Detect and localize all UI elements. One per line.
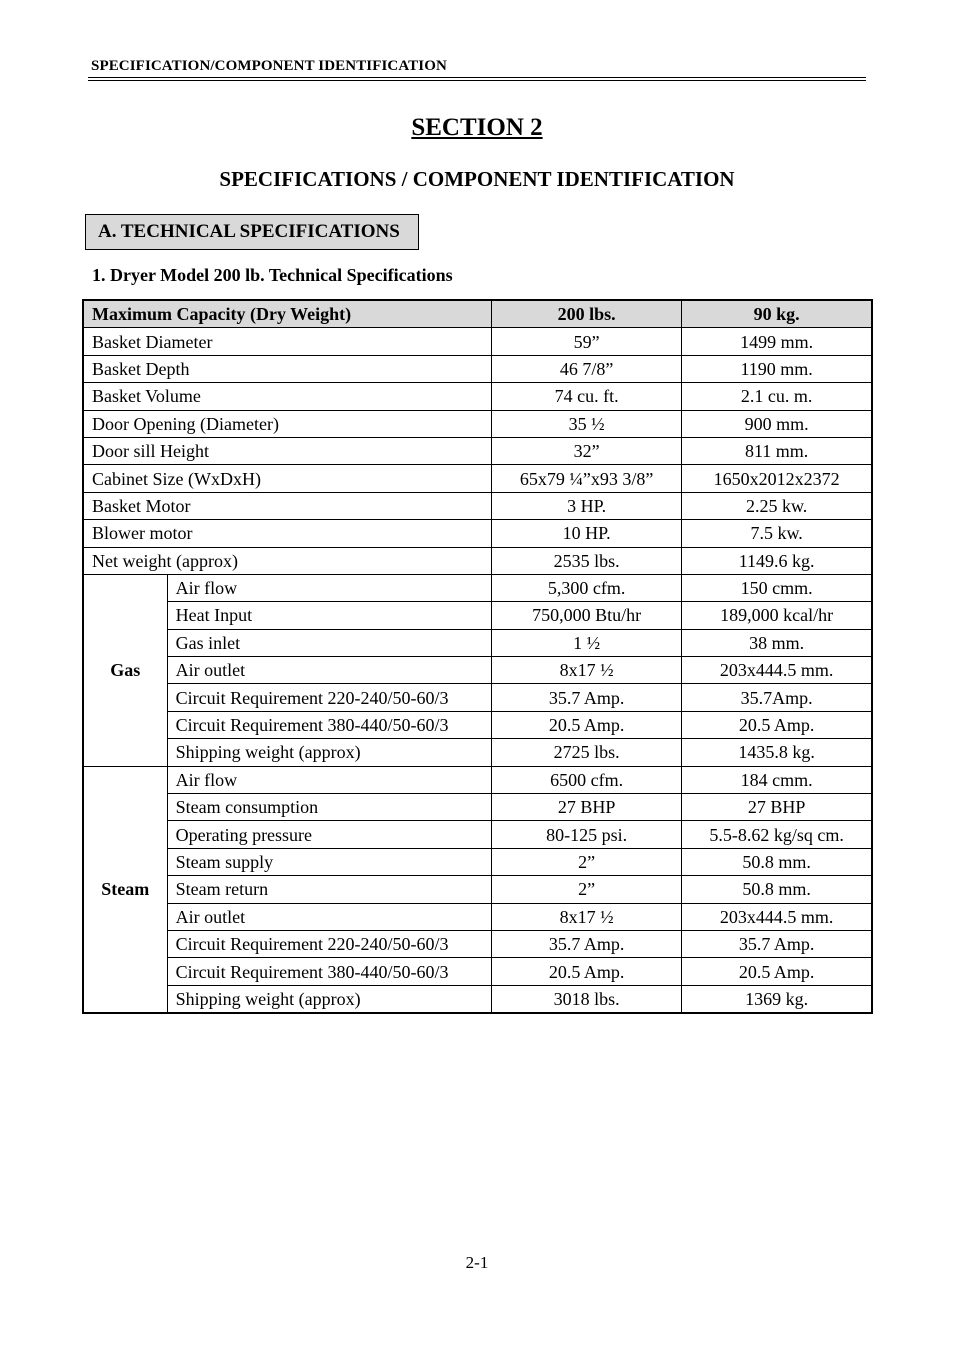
- row-label: Gas inlet: [167, 629, 491, 656]
- row-metric-value: 7.5 kw.: [682, 520, 872, 547]
- header-rule-double: [88, 80, 866, 81]
- row-label: Shipping weight (approx): [167, 739, 491, 766]
- row-metric-value: 27 BHP: [682, 794, 872, 821]
- row-label: Heat Input: [167, 602, 491, 629]
- row-metric-value: 811 mm.: [682, 437, 872, 464]
- table-row: [83, 766, 872, 793]
- table-row: [83, 876, 872, 903]
- table-row: [83, 383, 872, 410]
- table-row: [83, 520, 872, 547]
- row-metric-value: 1650x2012x2372: [682, 465, 872, 492]
- row-imperial-value: 5,300 cfm.: [492, 574, 682, 601]
- row-metric-value: 2.25 kw.: [682, 492, 872, 519]
- row-metric-value: 1499 mm.: [682, 328, 872, 355]
- row-label: Air flow: [167, 766, 491, 793]
- row-metric-value: 20.5 Amp.: [682, 958, 872, 985]
- row-metric-value: 150 cmm.: [682, 574, 872, 601]
- header-cell-imperial: 200 lbs.: [492, 300, 682, 328]
- row-label: Steam consumption: [167, 794, 491, 821]
- row-label: Circuit Requirement 220-240/50-60/3: [167, 684, 491, 711]
- row-imperial-value: 2535 lbs.: [492, 547, 682, 574]
- row-metric-value: 1369 kg.: [682, 985, 872, 1013]
- spec-table: [82, 299, 873, 1014]
- row-label: Basket Diameter: [83, 328, 492, 355]
- row-metric-value: 50.8 mm.: [682, 876, 872, 903]
- row-imperial-value: 6500 cfm.: [492, 766, 682, 793]
- row-metric-value: 203x444.5 mm.: [682, 903, 872, 930]
- row-imperial-value: 59”: [492, 328, 682, 355]
- row-imperial-value: 32”: [492, 437, 682, 464]
- table-row: [83, 629, 872, 656]
- row-label: Basket Depth: [83, 355, 492, 382]
- row-metric-value: 189,000 kcal/hr: [682, 602, 872, 629]
- row-imperial-value: 10 HP.: [492, 520, 682, 547]
- table-row: [83, 739, 872, 766]
- section-subtitle: SPECIFICATIONS / COMPONENT IDENTIFICATION: [219, 167, 735, 191]
- table-row: [83, 794, 872, 821]
- row-imperial-value: 3018 lbs.: [492, 985, 682, 1013]
- row-metric-value: 1435.8 kg.: [682, 739, 872, 766]
- table-caption: 1. Dryer Model 200 lb. Technical Specifications: [92, 265, 453, 285]
- row-metric-value: 50.8 mm.: [682, 848, 872, 875]
- row-label: Door Opening (Diameter): [83, 410, 492, 437]
- table-row: [83, 657, 872, 684]
- table-row: [83, 328, 872, 355]
- running-header: SPECIFICATION/COMPONENT IDENTIFICATION: [91, 58, 447, 74]
- table-row: [83, 903, 872, 930]
- row-label: Circuit Requirement 380-440/50-60/3: [167, 711, 491, 738]
- row-imperial-value: 750,000 Btu/hr: [492, 602, 682, 629]
- row-imperial-value: 27 BHP: [492, 794, 682, 821]
- row-imperial-value: 20.5 Amp.: [492, 958, 682, 985]
- row-label: Circuit Requirement 220-240/50-60/3: [167, 930, 491, 957]
- row-label: Air outlet: [167, 903, 491, 930]
- row-label: Air outlet: [167, 657, 491, 684]
- table-row: [83, 574, 872, 601]
- row-imperial-value: 80-125 psi.: [492, 821, 682, 848]
- table-row: [83, 821, 872, 848]
- row-imperial-value: 1 ½: [492, 629, 682, 656]
- row-metric-value: 5.5-8.62 kg/sq cm.: [682, 821, 872, 848]
- row-metric-value: 20.5 Amp.: [682, 711, 872, 738]
- row-metric-value: 203x444.5 mm.: [682, 657, 872, 684]
- group-label: Gas: [83, 574, 167, 766]
- table-row: [83, 848, 872, 875]
- row-label: Net weight (approx): [83, 547, 492, 574]
- table-row: [83, 437, 872, 464]
- row-label: Operating pressure: [167, 821, 491, 848]
- row-imperial-value: 3 HP.: [492, 492, 682, 519]
- header-cell-metric: 90 kg.: [682, 300, 872, 328]
- table-row: [83, 711, 872, 738]
- spec-table-body: [83, 300, 872, 1013]
- table-header-row: [83, 300, 872, 328]
- group-label: Steam: [83, 766, 167, 1013]
- row-imperial-value: 35 ½: [492, 410, 682, 437]
- row-label: Blower motor: [83, 520, 492, 547]
- row-label: Shipping weight (approx): [167, 985, 491, 1013]
- row-metric-value: 1149.6 kg.: [682, 547, 872, 574]
- row-label: Door sill Height: [83, 437, 492, 464]
- row-label: Circuit Requirement 380-440/50-60/3: [167, 958, 491, 985]
- table-row: [83, 492, 872, 519]
- row-metric-value: 900 mm.: [682, 410, 872, 437]
- row-metric-value: 184 cmm.: [682, 766, 872, 793]
- row-label: Cabinet Size (WxDxH): [83, 465, 492, 492]
- table-row: [83, 465, 872, 492]
- row-metric-value: 2.1 cu. m.: [682, 383, 872, 410]
- header-rule: [88, 77, 866, 78]
- table-row: [83, 958, 872, 985]
- row-imperial-value: 2”: [492, 848, 682, 875]
- table-row: [83, 410, 872, 437]
- row-imperial-value: 20.5 Amp.: [492, 711, 682, 738]
- row-label: Steam return: [167, 876, 491, 903]
- row-imperial-value: 2”: [492, 876, 682, 903]
- row-imperial-value: 65x79 ¼”x93 3/8”: [492, 465, 682, 492]
- row-imperial-value: 8x17 ½: [492, 657, 682, 684]
- row-imperial-value: 35.7 Amp.: [492, 684, 682, 711]
- section-title: SECTION 2: [411, 114, 543, 141]
- row-metric-value: 35.7Amp.: [682, 684, 872, 711]
- row-imperial-value: 74 cu. ft.: [492, 383, 682, 410]
- page-number: 2-1: [465, 1253, 489, 1272]
- row-metric-value: 38 mm.: [682, 629, 872, 656]
- row-metric-value: 35.7 Amp.: [682, 930, 872, 957]
- header-cell-parameter: Maximum Capacity (Dry Weight): [83, 300, 492, 328]
- table-row: [83, 602, 872, 629]
- table-row: [83, 930, 872, 957]
- table-row: [83, 355, 872, 382]
- row-label: Air flow: [167, 574, 491, 601]
- row-label: Basket Volume: [83, 383, 492, 410]
- table-row: [83, 547, 872, 574]
- row-imperial-value: 8x17 ½: [492, 903, 682, 930]
- table-row: [83, 684, 872, 711]
- row-metric-value: 1190 mm.: [682, 355, 872, 382]
- row-imperial-value: 46 7/8”: [492, 355, 682, 382]
- subsection-heading: A. TECHNICAL SPECIFICATIONS: [85, 214, 419, 250]
- row-imperial-value: 2725 lbs.: [492, 739, 682, 766]
- row-label: Steam supply: [167, 848, 491, 875]
- table-row: [83, 985, 872, 1013]
- row-label: Basket Motor: [83, 492, 492, 519]
- row-imperial-value: 35.7 Amp.: [492, 930, 682, 957]
